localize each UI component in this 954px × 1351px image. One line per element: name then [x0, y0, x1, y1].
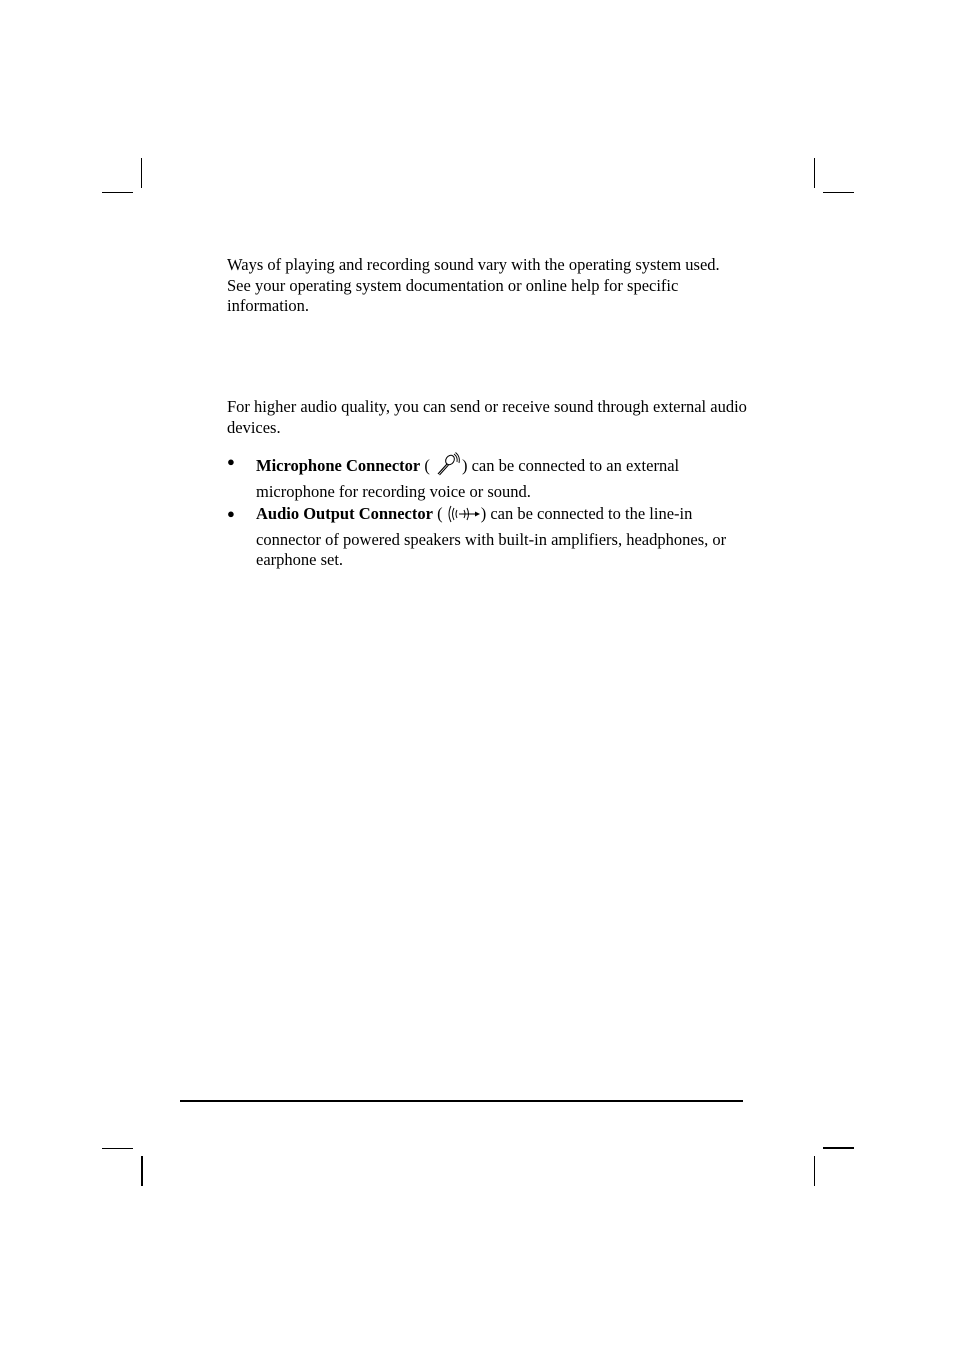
crop-mark-top-right-horizontal: [823, 192, 854, 193]
paragraph-external-audio: For higher audio quality, you can send or receive sound through external audio devices.: [227, 397, 747, 437]
crop-mark-top-right-vertical: [814, 158, 815, 188]
crop-mark-bottom-right-vertical: [814, 1156, 815, 1186]
crop-mark-bottom-right-horizontal: [823, 1147, 854, 1149]
paragraph-sound-os-info: Ways of playing and recording sound vary with the operating system used. See your operating system documentation or online help for specific information.: [227, 255, 720, 315]
crop-mark-bottom-left-vertical: [141, 1156, 143, 1186]
crop-mark-bottom-left-horizontal: [102, 1148, 133, 1149]
bullet-dot: ●: [227, 506, 235, 521]
list-item-text: [256, 504, 747, 571]
description-microphone: ) can be connected to an external microphone for recording voice or sound.: [256, 456, 680, 501]
audio-output-icon: [447, 504, 481, 530]
microphone-icon: [434, 452, 462, 482]
list-item-microphone-connector: [227, 452, 747, 502]
crop-mark-top-left-horizontal: [102, 192, 133, 193]
bullet-dot: ●: [227, 454, 235, 469]
description-audio-output: ) can be connected to the line-in connector of powered speakers with built-in amplifiers, headphones, or earphone set.: [256, 504, 727, 569]
open-paren: (: [420, 456, 430, 475]
crop-mark-top-left-vertical: [141, 158, 142, 188]
open-paren: (: [432, 504, 443, 523]
footer-rule: [180, 1100, 743, 1102]
list-item-audio-output-connector: [227, 504, 747, 571]
term-audio-output-connector: Audio Output Connector: [256, 504, 433, 523]
term-microphone-connector: Microphone Connector: [256, 456, 421, 475]
list-item-text: [256, 452, 747, 502]
